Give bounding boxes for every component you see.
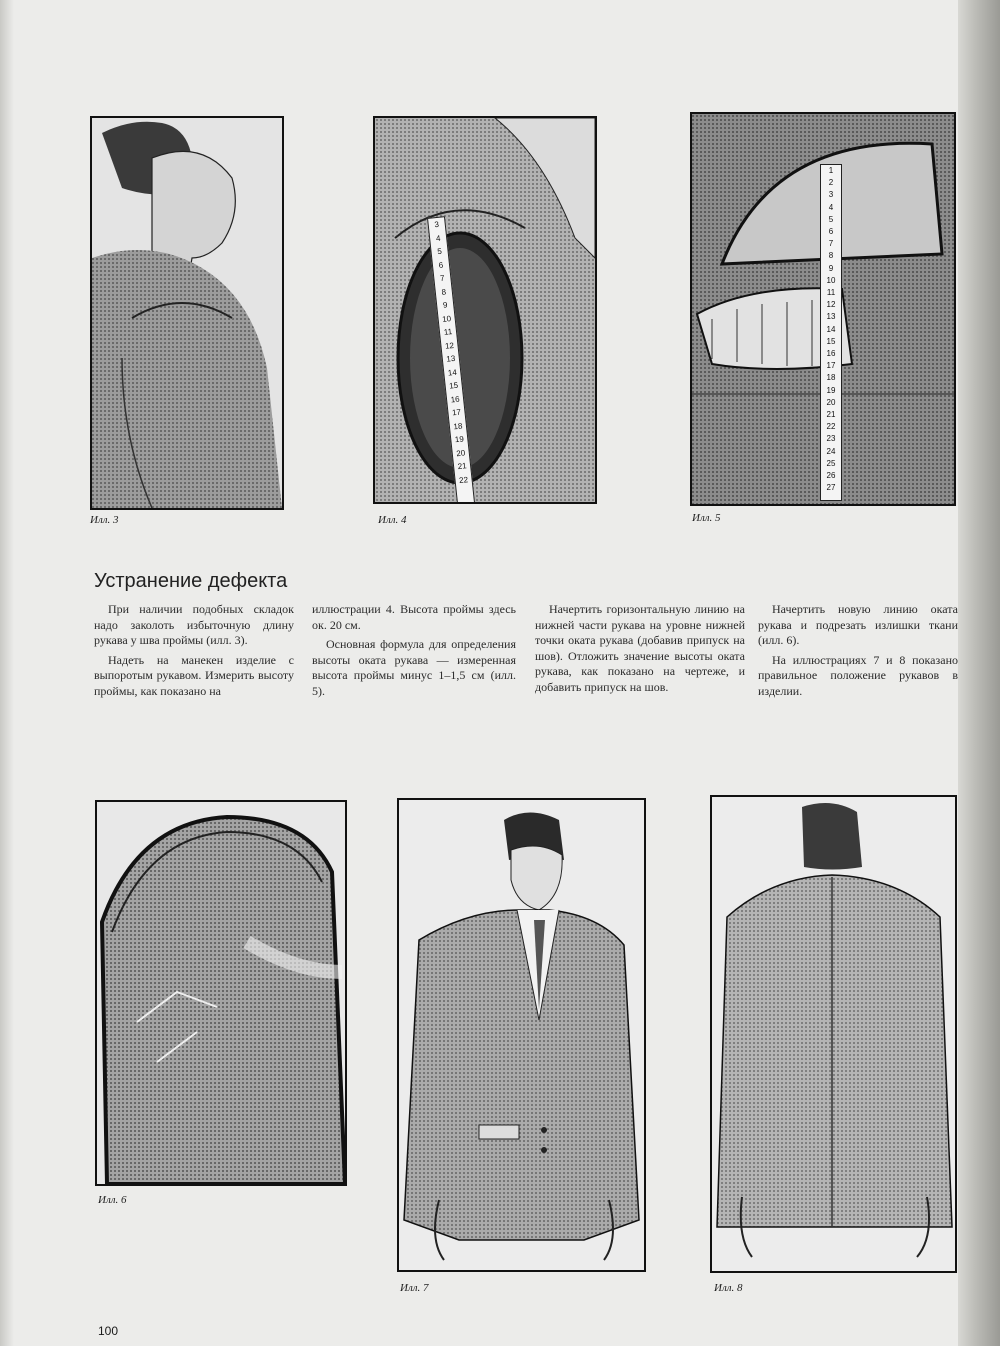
ruler-mark: 19	[454, 434, 465, 445]
ruler-mark: 20	[826, 397, 836, 407]
ruler-mark: 15	[826, 336, 836, 346]
ruler-mark: 26	[826, 471, 836, 481]
caption-8: Илл. 8	[714, 1282, 743, 1294]
caption-5: Илл. 5	[692, 512, 721, 524]
ruler-mark: 10	[826, 275, 836, 285]
figure-4	[373, 116, 597, 504]
figure-3	[90, 116, 284, 510]
caption-4: Илл. 4	[378, 514, 407, 526]
paragraph: Основная формула для определения высоты оката рукава — измеренная высота проймы минус 1–1,5 см (илл. 5).	[312, 637, 516, 698]
ruler-5	[820, 164, 842, 501]
ruler-mark: 16	[826, 349, 836, 359]
ruler-mark: 14	[447, 367, 458, 378]
ruler-mark: 7	[828, 239, 834, 249]
ruler-mark: 18	[826, 373, 836, 383]
ruler-mark: 5	[828, 214, 834, 224]
ruler-mark: 21	[457, 461, 468, 472]
ruler-mark: 4	[435, 233, 441, 243]
ruler-mark: 4	[828, 202, 834, 212]
text-column-4	[758, 602, 958, 703]
ruler-mark: 6	[828, 227, 834, 237]
ruler-mark: 13	[826, 312, 836, 322]
ruler-mark: 1	[828, 166, 834, 175]
ruler-mark: 23	[826, 434, 836, 444]
text-column-3	[535, 602, 745, 699]
ruler-mark: 9	[828, 263, 834, 273]
ruler-mark: 20	[455, 447, 466, 458]
page-edge	[958, 0, 1000, 1346]
text-column-1	[94, 602, 294, 703]
ruler-mark: 9	[442, 300, 448, 310]
ruler-mark: 5	[436, 246, 443, 257]
ruler-mark: 27	[826, 483, 836, 493]
ruler-mark: 12	[444, 340, 455, 351]
paragraph: При наличии подобных складок надо заколоть избыточную длину рукава у шва проймы (илл. 3).	[94, 602, 294, 647]
section-heading: Устранение дефекта	[94, 570, 288, 592]
ruler-mark: 14	[826, 324, 836, 334]
ruler-mark: 6	[438, 260, 444, 270]
ruler-mark: 11	[826, 288, 836, 298]
ruler-mark: 25	[826, 458, 836, 468]
ruler-mark: 3	[828, 190, 834, 200]
ruler-mark: 10	[441, 313, 452, 324]
figure-6	[95, 800, 347, 1186]
ruler-mark: 17	[451, 407, 462, 418]
ruler-mark: 15	[448, 380, 459, 391]
figure-8	[710, 795, 957, 1273]
ruler-mark: 24	[826, 446, 836, 456]
ruler-mark: 3	[434, 219, 440, 230]
ruler-mark: 17	[826, 361, 836, 371]
page-shadow	[0, 0, 14, 1346]
caption-3: Илл. 3	[90, 514, 119, 526]
paragraph: Надеть на манекен изделие с выпоротым рукавом. Измерить высоту проймы, как показано на	[94, 652, 294, 698]
caption-6: Илл. 6	[98, 1194, 127, 1206]
page-number: 100	[98, 1324, 119, 1338]
ruler-mark: 21	[826, 410, 836, 420]
ruler-mark: 16	[450, 394, 460, 404]
ruler-mark: 11	[443, 327, 453, 337]
caption-7: Илл. 7	[400, 1282, 429, 1294]
ruler-mark: 22	[826, 422, 836, 432]
ruler-mark: 8	[441, 286, 447, 297]
paragraph: иллюстрации 4. Высота проймы здесь ок. 20 см.	[312, 602, 516, 632]
figure-5	[690, 112, 956, 506]
ruler-mark: 7	[439, 273, 446, 283]
ruler-mark: 8	[828, 251, 834, 261]
ruler-mark: 2	[828, 178, 834, 188]
ruler-mark: 12	[826, 300, 836, 310]
ruler-mark: 19	[826, 385, 836, 395]
paragraph: Начертить горизонтальную линию на нижней части рукава на уровне нижней точки оката рукава (добавив припуск на шов). Отложить значение высоты оката рукава, как показано на чертеже, и добавить припуск на шов.	[535, 602, 745, 694]
figure-7	[397, 798, 646, 1272]
paragraph: Начертить новую линию оката рукава и подрезать излишки ткани (илл. 6).	[758, 602, 958, 647]
ruler-mark: 22	[458, 474, 469, 485]
text-column-2	[312, 602, 516, 703]
paragraph: На иллюстрациях 7 и 8 показано правильное положение рукавов в изделии.	[758, 652, 958, 698]
ruler-mark: 13	[445, 353, 456, 364]
ruler-mark: 18	[453, 420, 463, 431]
